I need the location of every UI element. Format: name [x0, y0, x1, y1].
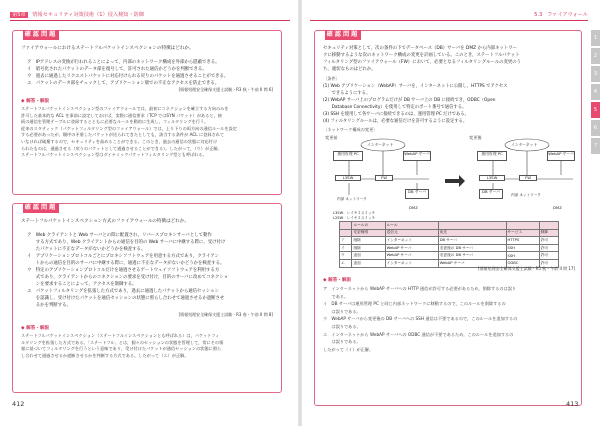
- option-item: るかを判断する。: [27, 303, 71, 308]
- internet-label: インターネット: [367, 142, 394, 147]
- dmz-label-after: DMZ: [553, 205, 562, 210]
- option-item: ウ 特定のアプリケーションプロトコルだけを通過させるゲートウェイソフトウェアを利用する方: [27, 268, 220, 273]
- explanation-line: したがって（イ）が正解。: [323, 346, 374, 352]
- option-item: ウ 過去に通過したリクエストパケットに対応付けられる戻りのパケットを通過させることができる。: [27, 74, 229, 79]
- chapter-tab-3: 3: [591, 66, 600, 82]
- option-item: イ アプリケーションプロトコルごとにプロキシソフトウェアを用意する方式であり，クライアン: [27, 254, 219, 259]
- l3sw-box-after: L3SW: [479, 175, 505, 181]
- db-server-box: DB サーバ: [405, 189, 429, 199]
- condition-line: Database Connectivity）を使用して特定のポート番号で通信する。: [323, 105, 467, 110]
- diagram-label: 〔ネットワーク構成の変更〕: [323, 127, 378, 132]
- fw-box-after: FW: [519, 175, 537, 181]
- table-cell: ODBC: [506, 259, 539, 267]
- table-row: [340, 252, 559, 260]
- chapter-tab-6: 6: [591, 120, 600, 136]
- explanation-line: 報に基づいてフィルタリングを行うという意味であり，受け付けたパケットが通信セッションの状態に照ら: [21, 346, 222, 352]
- table-cell: DB サーバ: [438, 237, 506, 245]
- chapter-tab-7: 7: [591, 138, 600, 154]
- page-header: [310, 11, 588, 21]
- explanation-line: エ インターネットから WebAP サーバへの ODBC 通信が不要であるため，このルールを追加するの: [323, 331, 514, 337]
- explanation-line: ステートフルパケットインスペクション（ステートフルインスペクションとも呼ばれる）は，パケットフィ: [21, 333, 220, 338]
- header-cell: ルールの: [352, 222, 385, 230]
- answer-explanation: [21, 106, 279, 159]
- chapter-tab-5: 5: [591, 102, 600, 118]
- mgmt-pc-box-after: 運用管理 PC: [477, 151, 507, 161]
- table-cell: 変更後の DB サーバ: [438, 252, 506, 260]
- answer-explanation: [21, 333, 279, 359]
- condition-line: できるようにする。: [323, 91, 371, 96]
- answer-heading: ◆ 解答・解説: [21, 99, 50, 104]
- option-item: イ 暗号化されたパケットのデータ部を復号して，許可された通信かどうかを判断できる。: [27, 67, 207, 72]
- table-cell: エ: [340, 259, 352, 267]
- answer-explanation: [323, 285, 578, 353]
- answer-options: [27, 59, 277, 87]
- header-cell: ルール: [385, 222, 438, 230]
- conditions-label: 〔条件〕: [323, 76, 340, 81]
- exam-source: [情報処理安全確保支援士試験・R3 春・午前 II 問 8]: [178, 312, 273, 317]
- page-header: [10, 11, 290, 21]
- webap-server-box: WebAP サーバ: [403, 151, 431, 161]
- explanation-line: イ DB サーバは運用管理 PC と同じ内部ネットワークに移動するので，このルールを削除するの: [323, 301, 506, 307]
- option-item: ア IPアドレスの変換が行われることによって，内部のネットワーク構成を外部から隠蔽できる。: [27, 60, 220, 65]
- question-text: [323, 45, 578, 73]
- explanation-line: は誤りである。: [323, 308, 361, 314]
- table-header-row: [340, 229, 559, 237]
- header-rule: [10, 20, 290, 21]
- dmz-label: DMZ: [409, 205, 418, 210]
- chapter-label: 第5章: [12, 12, 26, 18]
- answer-heading: ◆ 解答・解説: [323, 278, 352, 283]
- legend-line: L3SW：レイヤ３スイッチ: [333, 211, 376, 215]
- right-page: [300, 0, 600, 426]
- header-rule: [310, 20, 588, 21]
- option-item: エ パケットのデータ部をチェックして，アプリケーション層での不正なアクセスを防止できる。: [27, 81, 220, 86]
- section-title: ファイアウォール: [547, 12, 588, 18]
- condition-line: (1) Web アプリケーション（WebAP）サーバを，インターネットに公開し，HTTPS でアクセス: [323, 84, 508, 89]
- table-cell: WebAP サーバ: [438, 259, 506, 267]
- option-item: 式であり，クライアントからのコネクションの要求を受け付け，目的のサーバに改めてコネクショ: [27, 275, 228, 280]
- option-item: する方式であり，Web クライアントからの通信を目的の Web サーバに中継する際に，受け付け: [27, 240, 226, 245]
- internet-label-after: インターネット: [511, 142, 538, 147]
- explanation-line: られたものは，通過させる（戻りのパケットとして通過させることができる）。したがって，（ウ）が正解。: [21, 145, 222, 151]
- question-line: セキュリティ対策として，次の条件の下でデータベース（DB）サーバを DMZ から内部ネットワー: [323, 46, 518, 51]
- header-cell: [438, 222, 506, 230]
- mgmt-pc-box: 運用管理 PC: [333, 151, 363, 161]
- table-cell: インターネット: [385, 237, 438, 245]
- table-row: [340, 237, 559, 245]
- exam-source: [情報処理安全確保支援士試験・R5 秋・午前 II 問 17]: [478, 266, 575, 271]
- diagram-legend: [333, 211, 375, 221]
- question-line: ち，適切なものはどれか。: [323, 67, 376, 72]
- condition-line: (2) WebAP サーバ上のプログラムだけが DB サーバ上の DB に接続でき，ODBC（Open: [323, 98, 496, 103]
- after-label: 変更後: [469, 135, 482, 140]
- question-tab: 確認問題: [24, 31, 58, 38]
- table-cell: SSH: [506, 244, 539, 252]
- table-cell: SSH: [506, 252, 539, 260]
- header-cell: [506, 222, 539, 230]
- explanation-line: し合わせて通過させるか遮断させるかを判断する方式である。したがって（エ）が正解。: [21, 352, 189, 358]
- fw-box: FW: [375, 175, 393, 181]
- header-cell: [539, 222, 558, 230]
- table-cell: 変更後の DB サーバ: [438, 244, 506, 252]
- condition-line: (4) フィルタリングルールは，必要な通信だけを許可するように設定する。: [323, 119, 468, 124]
- explanation-line: は誤りである。: [323, 339, 361, 345]
- explanation-line: ルタリングを拡張した方式である。「ステートフル」とは，個々のセッションの状態を管理して，常にその情: [21, 339, 224, 345]
- section-number: 5.3: [534, 12, 543, 18]
- table-cell: WebAP サーバ: [385, 244, 438, 252]
- explanation-line: いなければ破棄するので，セキュリティを高めることができる。このとき，過去の通信の状態に対応付け: [21, 138, 218, 144]
- internal-net-label-after: 内部 ネットワーク: [511, 193, 541, 197]
- explanation-line: 続の通信を管理テーブルに登録するとともに必要なルールを動的に生成し，フィルタリングを行う。: [21, 119, 209, 125]
- header-cell: サービス: [506, 229, 539, 237]
- exam-source: [情報処理安全確保支援士試験・R3 秋・午前 II 問 6]: [178, 87, 273, 92]
- webap-server-box-after: WebAP サーバ: [547, 151, 575, 161]
- header-cell: 宛先: [438, 229, 506, 237]
- chapter-title: 情報セキュリティ対策技術（1）侵入検知・防御: [32, 12, 145, 18]
- option-item: を認識し，受け付けたパケットを通信セッションの状態に照らし合わせて通過させるか遮断させ: [27, 296, 225, 301]
- explanation-line: ステートフルパケットインスペクション型のファイアウォールでは，最初にコネクションを確立する方向のみを: [21, 106, 229, 111]
- explanation-line: ウ WebAP サーバから変更後の DB サーバへの SSH 通信は不要であるので，このルールを追加するの: [323, 316, 518, 322]
- question-box-3: [314, 30, 582, 406]
- table-cell: インターネット: [385, 259, 438, 267]
- db-server-box-after: DB サーバ: [479, 189, 503, 199]
- table-cell: 追加: [352, 259, 385, 267]
- option-item: ンを要求することによって，アクセスを制御する。: [27, 282, 137, 287]
- question-tab: 確認問題: [24, 204, 58, 211]
- option-item: ア Web クライアントと Web サーバとの間に配置され，リバースプロキシサーバとして動作: [27, 233, 212, 238]
- table-cell: 許可: [539, 237, 558, 245]
- conditions-list: [323, 83, 578, 125]
- explanation-line: 許可した基本的な ACL を事前に設定しておけば，実際に通信要求（TCP ではSYN パケット）があると，接: [21, 112, 222, 118]
- page-number: 412: [12, 400, 25, 408]
- before-label: 変更前: [325, 135, 338, 140]
- table-cell: HTTPS: [506, 237, 539, 245]
- question-box-2: [12, 203, 282, 393]
- explanation-line: する必要があったが，順序の矛盾したパケットが送られてきたとしても，該当する条件が ACL に登録されて: [21, 132, 225, 138]
- table-cell: 許可: [539, 259, 558, 267]
- table-header-row: [340, 222, 559, 230]
- question-line: クに移動するような次のネットワーク構成の変更を計画している。このとき，ステートフルパケット: [323, 53, 520, 58]
- table-row: [340, 244, 559, 252]
- answer-heading: ◆ 解答・解説: [21, 326, 50, 331]
- header-cell: [340, 229, 352, 237]
- question-text: ステートフルパケットインスペクション方式のファイアウォールの特徴はどれか。: [21, 219, 190, 224]
- question-line: フィルタリング型のファイアウォール（FW）において，必要となるフィルタリングルールの変更のう: [323, 60, 522, 65]
- answer-options: [27, 232, 277, 309]
- table-cell: 許可: [539, 252, 558, 260]
- chapter-tab-1: 1: [591, 30, 600, 46]
- l3sw-box: L3SW: [335, 175, 361, 181]
- rule-table: [339, 221, 559, 268]
- explanation-line: ア インターネットから WebAP サーバへの HTTP 通信が許可する必要があるため，削除するのは誤り: [323, 286, 517, 291]
- table-cell: 追加: [352, 252, 385, 260]
- option-item: トからの通信を目的のサーバに中継する際に，通過に不正なデータがないかどうかを検査する。: [27, 261, 225, 266]
- chapter-tab-4: 4: [591, 84, 600, 100]
- header-cell: 制御: [539, 229, 558, 237]
- chapter-tab-2: 2: [591, 48, 600, 64]
- option-item: エ パケットフィルタリングを拡張した方式であり，過去に通過したパケットから通信セッション: [27, 289, 219, 294]
- condition-line: (3) SSH を使用して各サーバに接続できるのは，運用管理 PC だけである。: [323, 112, 469, 117]
- explanation-line: 従来のスタティック（パケットフィルタリング型のファイアウォール）では，上り下りの両方向の通信ルールを設定: [21, 125, 237, 131]
- explanation-line: である。: [323, 293, 349, 299]
- table-cell: ア: [340, 237, 352, 245]
- explanation-line: は誤りである。: [323, 323, 361, 329]
- question-box-1: [12, 30, 282, 195]
- legend-line: L2SW：レイヤ２スイッチ: [333, 216, 376, 220]
- question-text: ファイアウォールにおけるステートフルパケットインスペクションの特徴はどれか。: [21, 46, 194, 51]
- table-cell: ウ: [340, 252, 352, 260]
- header-cell: 変更種別: [352, 229, 385, 237]
- page-number: 413: [566, 400, 579, 408]
- question-tab: 確認問題: [326, 31, 360, 38]
- table-cell: WebAP サーバ: [385, 252, 438, 260]
- header-cell: [340, 222, 352, 230]
- table-cell: 削除: [352, 237, 385, 245]
- explanation-line: ステートフルパケットインスペクション型はダイナミックパケットフィルタリング型とも呼ばれる。: [21, 152, 207, 158]
- table-cell: 許可: [539, 244, 558, 252]
- option-item: たパケットに不正なデータがないかどうかを検査する。: [27, 247, 146, 252]
- table-cell: イ: [340, 244, 352, 252]
- internal-net-label: 内部 ネットワーク: [337, 197, 367, 201]
- header-cell: 送信元: [385, 229, 438, 237]
- table-cell: 削除: [352, 244, 385, 252]
